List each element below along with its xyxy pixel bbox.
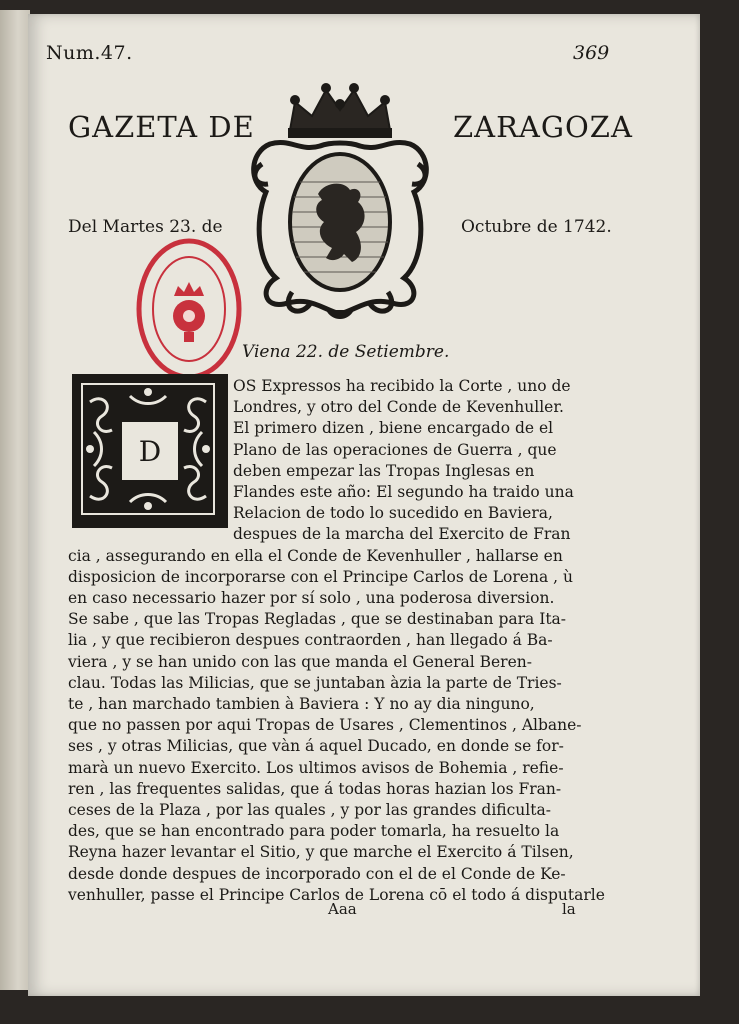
gazette-page — [28, 14, 700, 996]
left-page-edge — [0, 10, 30, 990]
article-line: deben empezar las Tropas Inglesas en — [233, 461, 535, 480]
article-line: lia , y que recibieron despues contraorden , han llegado á Ba- — [68, 631, 553, 650]
date-left: Del Martes 23. de — [68, 217, 223, 237]
article-line: clau. Todas las Milicias, que se juntaban àzia la parte de Tries- — [68, 673, 562, 692]
article-line: Flandes este año: El segundo ha traido una — [233, 483, 574, 501]
article-line: te , han marchado tambien à Baviera : Y no ay dia ninguno, — [68, 695, 535, 713]
catchword: la — [562, 900, 576, 918]
article-line: des, que se han encontrado para poder tomarla, ha resuelto la — [68, 822, 560, 841]
article-line: venhuller, passe el Principe Carlos de Lorena cō el todo á disputarle — [68, 885, 605, 904]
article-line: Reyna hazer levantar el Sitio, y que marche el Exercito á Tilsen, — [68, 843, 574, 862]
article-line: Relacion de todo lo sucedido en Baviera, — [233, 504, 553, 523]
title-left: GAZETA DE — [68, 110, 255, 144]
article-line: cia , assegurando en ella el Conde de Kevenhuller , hallarse en — [68, 546, 563, 565]
title-right: ZARAGOZA — [453, 110, 633, 144]
article-line: despues de la marcha del Exercito de Fran — [233, 525, 571, 544]
date-right: Octubre de 1742. — [461, 217, 612, 237]
library-stamp-icon — [134, 236, 244, 382]
article-line: Plano de las operaciones de Guerra , que — [233, 440, 557, 459]
article-line: Londres, y otro del Conde de Kevenhuller. — [233, 398, 564, 417]
issue-number: Num.47. — [46, 42, 133, 64]
article-line: que no passen por aqui Tropas de Usares , Clementinos , Albane- — [68, 716, 582, 735]
article-line: disposicion de incorporarse con el Principe Carlos de Lorena , ù — [68, 567, 573, 586]
coat-of-arms-icon — [240, 82, 440, 322]
article-line: El primero dizen , biene encargado de el — [233, 419, 554, 438]
article-line: ren , las frequentes salidas, que á todas horas hazian los Fran- — [68, 779, 562, 798]
article-line: ses , y otras Milicias, que vàn á aquel Ducado, en donde se for- — [68, 737, 564, 756]
initial-letter: D — [120, 420, 180, 482]
article-line: Se sabe , que las Tropas Regladas , que se destinaban para Ita- — [68, 610, 567, 629]
decorated-initial — [72, 374, 228, 528]
signature-mark: Aaa — [328, 900, 357, 918]
article-line: desde donde despues de incorporado con el de el Conde de Ke- — [68, 864, 566, 883]
article-line: marà un nuevo Exercito. Los ultimos avisos de Bohemia , refie- — [68, 758, 564, 777]
page-number: 369 — [573, 42, 610, 64]
article-line: ceses de la Plaza , por las quales , y por las grandes dificulta- — [68, 801, 551, 819]
article-line: OS Expressos ha recibido la Corte , uno de — [233, 377, 571, 395]
dateline: Viena 22. de Setiembre. — [242, 342, 450, 362]
article-line: en caso necessario hazer por sí solo , una poderosa diversion. — [68, 589, 555, 607]
article-line: viera , y se han unido con las que manda el General Beren- — [68, 652, 532, 671]
